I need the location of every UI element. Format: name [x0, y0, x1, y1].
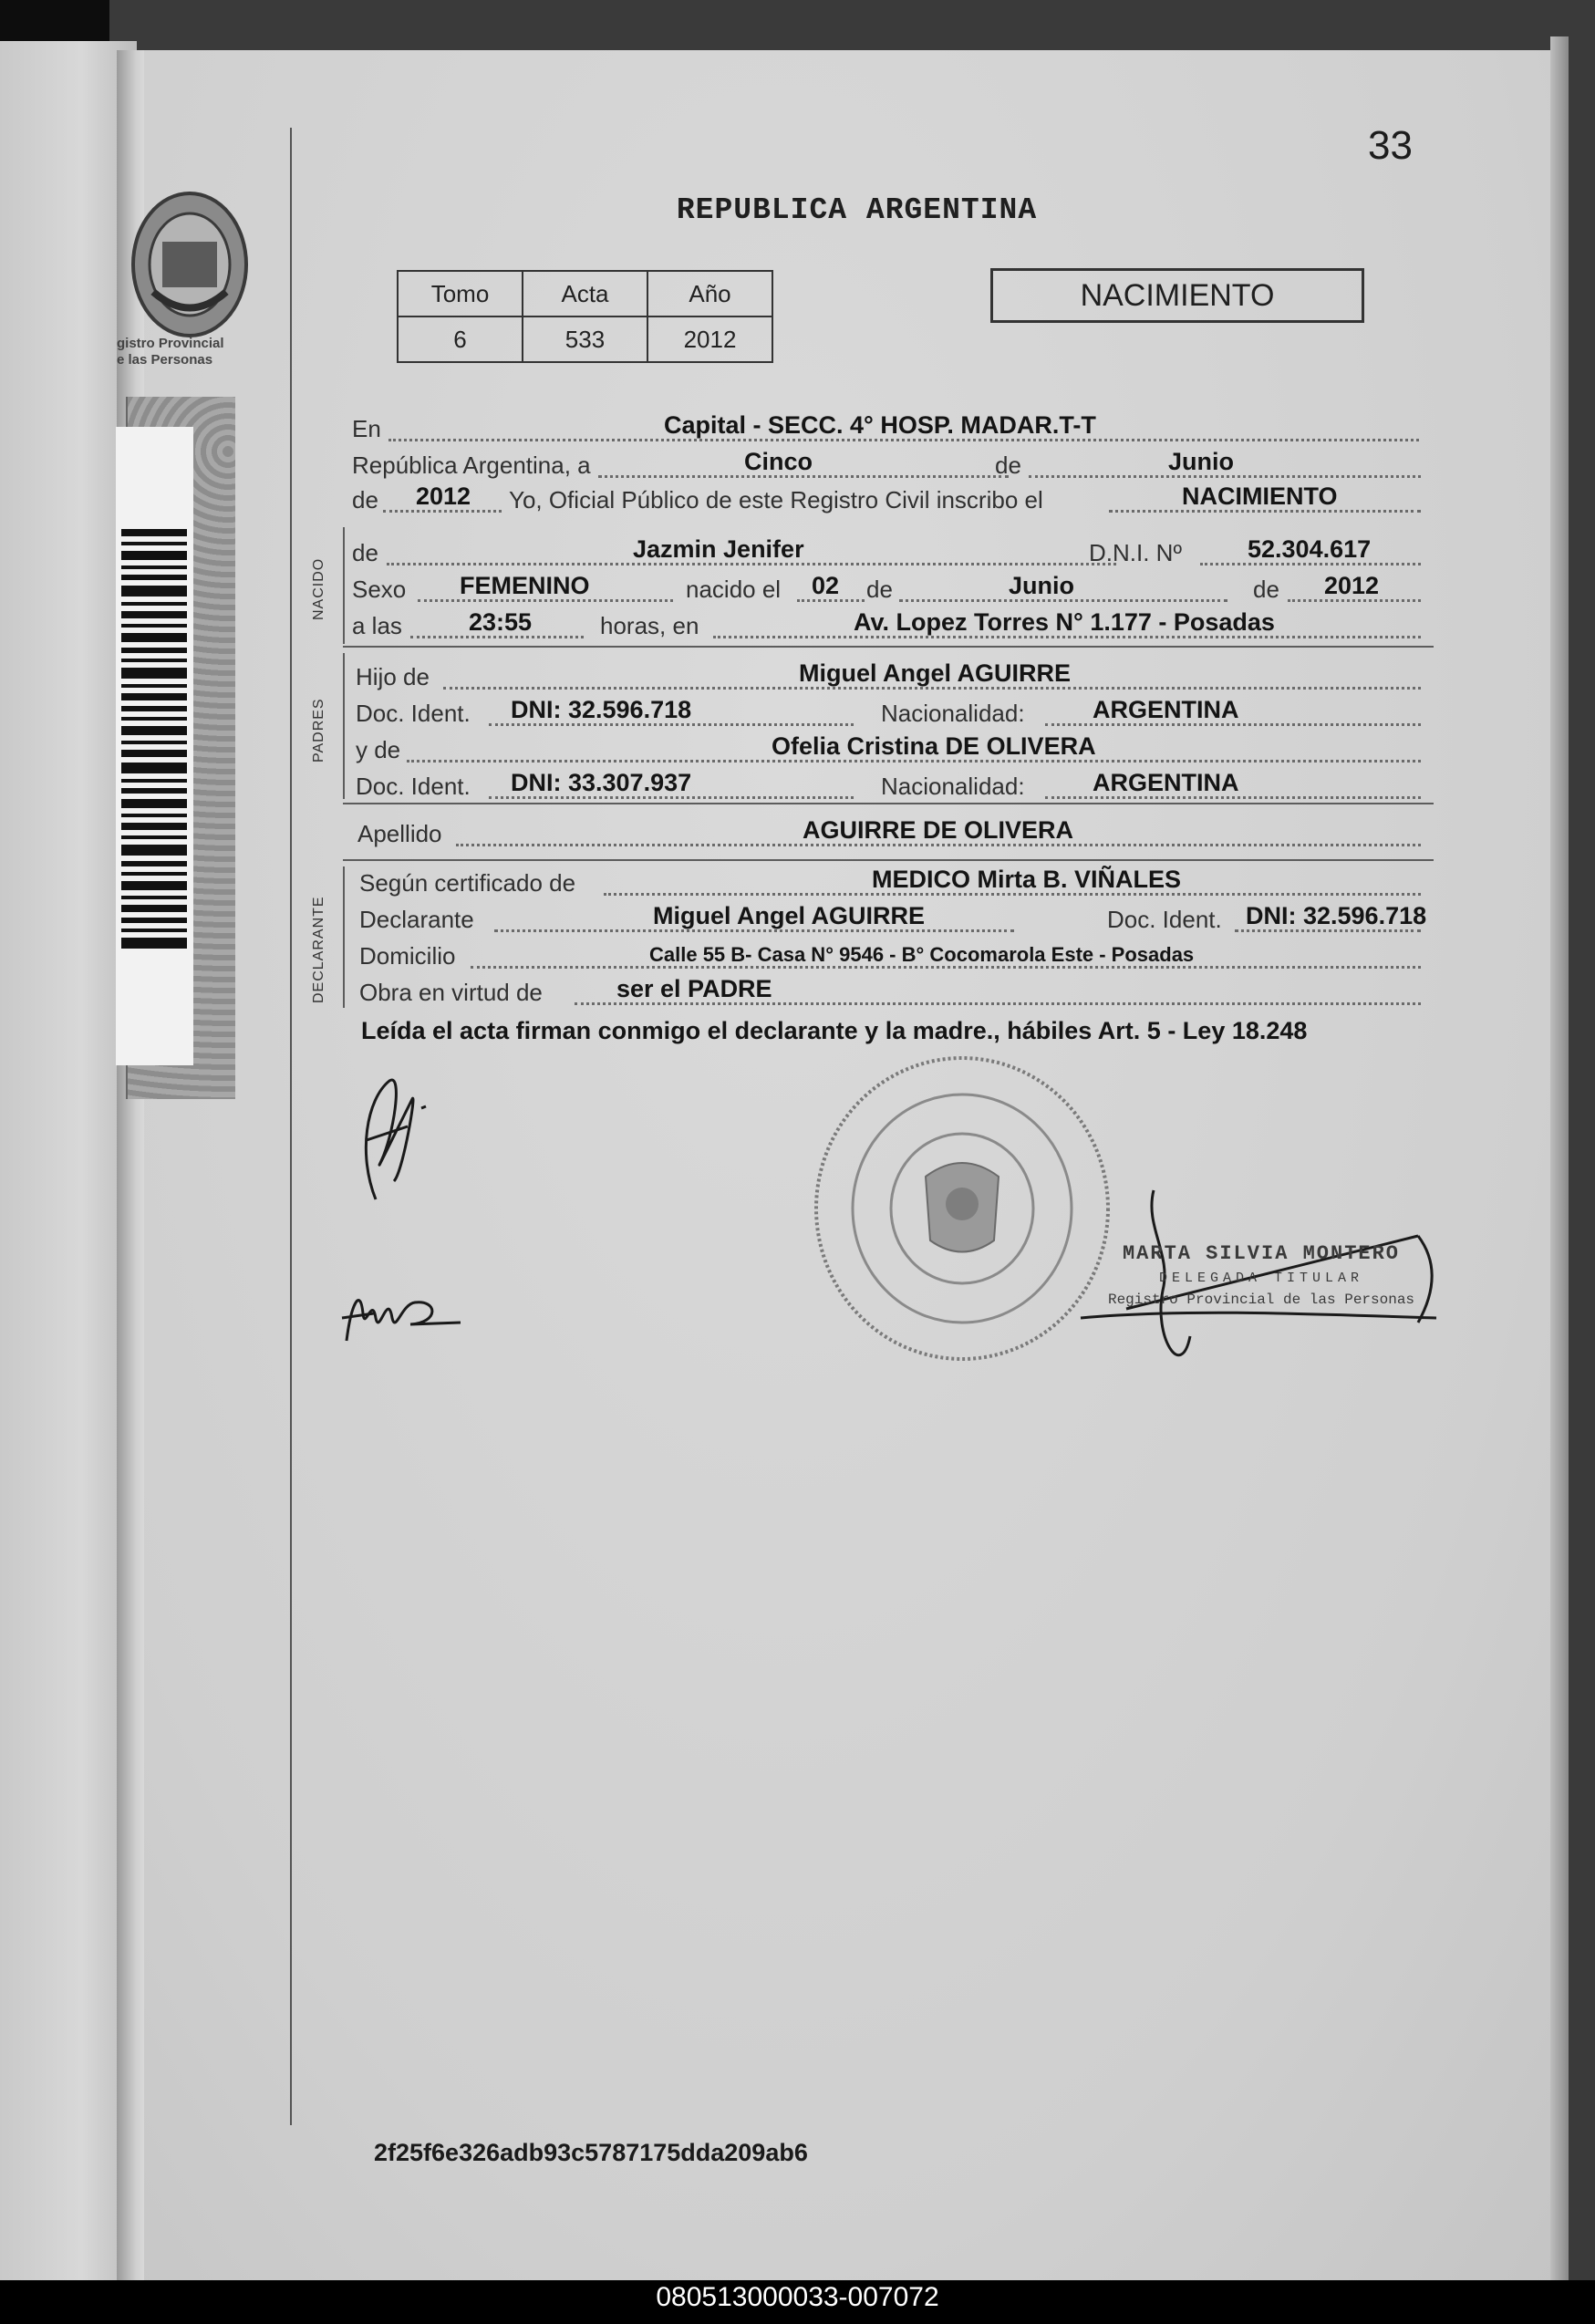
record-table — [397, 270, 773, 363]
row-certificado — [352, 865, 1428, 901]
record-type-box: NACIMIENTO — [990, 268, 1364, 323]
birth-place-value: Av. Lopez Torres N° 1.177 - Posadas — [854, 608, 1275, 636]
y-de-label: y de — [356, 736, 401, 763]
tomo-header: Tomo — [398, 271, 523, 316]
row-republica — [352, 447, 1428, 483]
mother-nationality-value: ARGENTINA — [1093, 769, 1239, 796]
declarant-signature-icon — [339, 1063, 440, 1209]
row-obra — [352, 974, 1428, 1011]
mother-doc-label: Doc. Ident. — [356, 773, 471, 800]
republica-label: República Argentina, a — [352, 451, 591, 479]
footer-document-id: 080513000033-007072 — [656, 2282, 939, 2312]
father-nationality-value: ARGENTINA — [1093, 696, 1239, 723]
section-divider — [343, 803, 1434, 804]
tomo-value: 6 — [398, 316, 523, 362]
dni-label: D.N.I. Nº — [1089, 539, 1182, 566]
row-mother-doc — [352, 768, 1428, 804]
day-words-value: Cinco — [744, 448, 813, 475]
ano-value: 2012 — [647, 316, 772, 362]
birth-time-value: 23:55 — [469, 608, 533, 636]
declarante-doc-value: DNI: 32.596.718 — [1246, 902, 1427, 929]
page-number: 33 — [1368, 123, 1413, 168]
row-sexo — [352, 571, 1428, 607]
father-doc-value: DNI: 32.596.718 — [511, 696, 692, 723]
acta-header: Acta — [523, 271, 647, 316]
declarante-section-label: DECLARANTE — [311, 896, 326, 1003]
certificado-value: MEDICO Mirta B. VIÑALES — [872, 866, 1182, 893]
sexo-value: FEMENINO — [460, 572, 590, 599]
row-domicilio — [352, 938, 1428, 974]
barcode-icon — [121, 529, 187, 949]
registry-logo-caption — [117, 336, 263, 368]
row-hora — [352, 607, 1428, 644]
birth-year-value: 2012 — [1324, 572, 1380, 599]
hijo-de-label: Hijo de — [356, 663, 430, 690]
father-nacionalidad-label: Nacionalidad: — [881, 700, 1025, 727]
declarante-name-value: Miguel Angel AGUIRRE — [653, 902, 926, 929]
apellido-label: Apellido — [357, 820, 442, 847]
mother-doc-value: DNI: 33.307.937 — [511, 769, 692, 796]
row-apellido — [352, 815, 1428, 852]
officer-title: DELEGADA TITULAR — [1158, 1271, 1364, 1286]
form-margin-line — [290, 128, 292, 2125]
record-table-header-row — [398, 271, 772, 316]
mother-signature-icon — [337, 1268, 474, 1350]
child-name-value: Jazmin Jenifer — [633, 535, 804, 563]
page-edge — [1550, 36, 1569, 2280]
declarante-section-bar — [343, 866, 345, 1008]
record-table-value-row — [398, 316, 772, 362]
book-gutter — [117, 50, 144, 2280]
sexo-label: Sexo — [352, 576, 407, 603]
row-hijo-de — [352, 659, 1428, 695]
en-label: En — [352, 415, 381, 442]
country-title: REPUBLICA ARGENTINA — [676, 193, 1038, 227]
section-divider — [343, 646, 1434, 648]
mother-nacionalidad-label: Nacionalidad: — [881, 773, 1025, 800]
row-y-de — [352, 731, 1428, 768]
official-seal-icon — [807, 1049, 1117, 1368]
registry-caption-line-1: gistro Provincial — [117, 336, 224, 351]
padres-section-label: PADRES — [311, 698, 326, 763]
padres-section-bar — [343, 653, 345, 799]
section-divider — [343, 859, 1434, 861]
domicilio-value: Calle 55 B- Casa N° 9546 - B° Cocomarola Este - Posadas — [649, 943, 1195, 966]
father-doc-label: Doc. Ident. — [356, 700, 471, 727]
officer-stamp-text — [1093, 1242, 1430, 1308]
registry-caption-line-2: e las Personas — [117, 352, 213, 368]
de-label: de — [995, 451, 1021, 479]
inscription-type-value: NACIMIENTO — [1182, 482, 1338, 510]
place-value: Capital - SECC. 4° HOSP. MADAR.T-T — [664, 411, 1096, 439]
birth-month-value: Junio — [1009, 572, 1074, 599]
acta-value: 533 — [523, 316, 647, 362]
birth-de-label-2: de — [1253, 576, 1279, 603]
certificado-label: Según certificado de — [359, 869, 576, 897]
closing-statement: Leída el acta firman conmigo el declarante y la madre., hábiles Art. 5 - Ley 18.248 — [361, 1017, 1308, 1044]
oficial-text: Yo, Oficial Público de este Registro Civil inscribo el — [509, 486, 1043, 514]
ano-header: Año — [647, 271, 772, 316]
father-name-value: Miguel Angel AGUIRRE — [799, 659, 1072, 687]
obra-label: Obra en virtud de — [359, 979, 543, 1006]
a-las-label: a las — [352, 612, 402, 639]
declarante-doc-label: Doc. Ident. — [1107, 906, 1222, 933]
child-dni-value: 52.304.617 — [1248, 535, 1372, 563]
nacido-section-label: NACIDO — [311, 557, 326, 620]
apellido-value: AGUIRRE DE OLIVERA — [803, 816, 1074, 844]
horas-label: horas, en — [600, 612, 699, 639]
row-en — [352, 410, 1428, 447]
month-value: Junio — [1168, 448, 1234, 475]
officer-name: MARTA SILVIA MONTERO — [1122, 1242, 1401, 1265]
year-value: 2012 — [416, 482, 471, 510]
nacido-de-label: de — [352, 539, 378, 566]
row-nacido-name — [352, 534, 1428, 571]
birth-de-label: de — [866, 576, 893, 603]
declarante-label: Declarante — [359, 906, 474, 933]
birth-day-value: 02 — [812, 572, 840, 599]
domicilio-label: Domicilio — [359, 942, 456, 970]
officer-office: Registro Provincial de las Personas — [1107, 1292, 1415, 1308]
row-oficial — [352, 482, 1428, 518]
de-label-2: de — [352, 486, 378, 514]
nacido-el-label: nacido el — [686, 576, 782, 603]
obra-value: ser el PADRE — [616, 975, 772, 1002]
document-hash: 2f25f6e326adb93c5787175dda209ab6 — [374, 2139, 808, 2166]
row-father-doc — [352, 695, 1428, 731]
mother-name-value: Ofelia Cristina DE OLIVERA — [772, 732, 1096, 760]
nacido-section-bar — [343, 527, 345, 644]
row-declarante — [352, 901, 1428, 938]
